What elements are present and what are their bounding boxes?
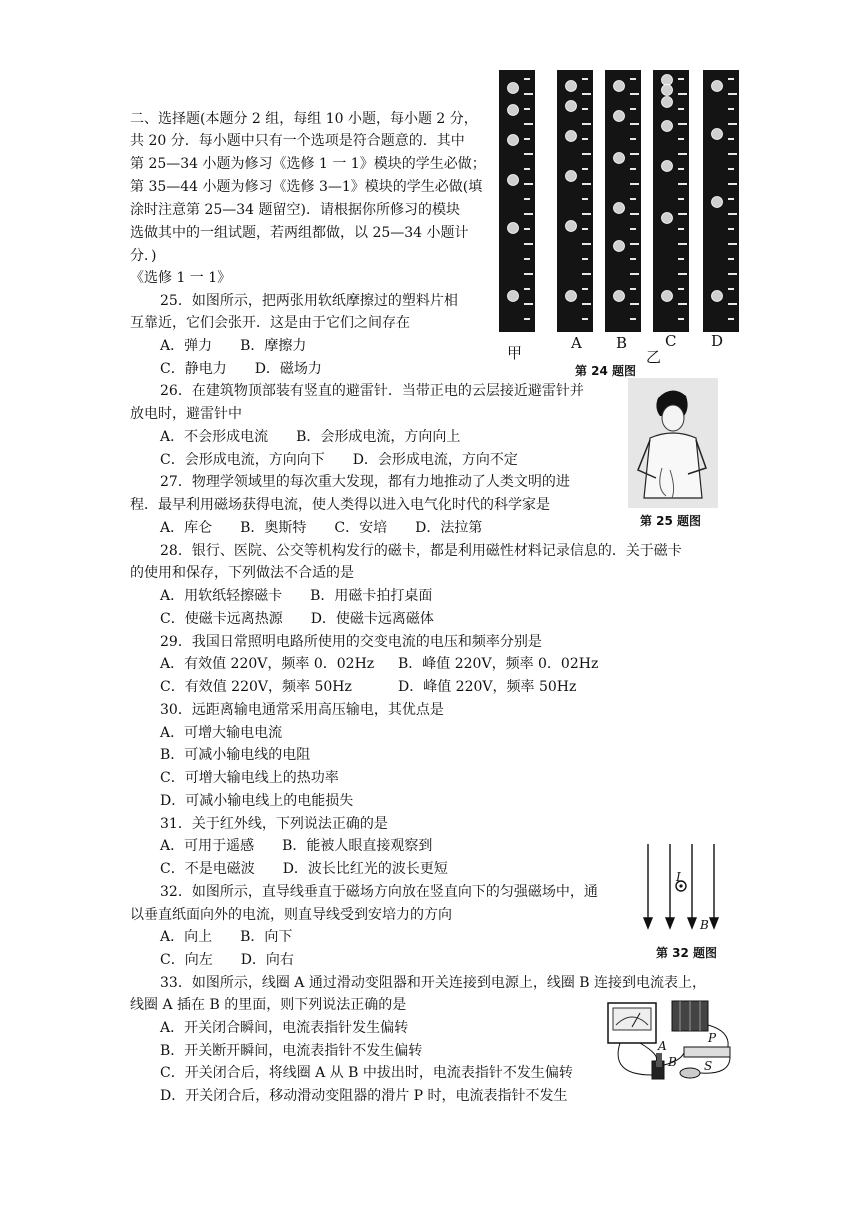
scale-tick <box>728 93 737 95</box>
q33-option-a: A．开关闭合瞬间，电流表指针发生偏转 <box>160 1020 409 1036</box>
scale-tick <box>630 318 636 320</box>
scale-tick <box>630 93 639 95</box>
q33-stem-2: 线圈 A 插在 B 的里面，则下列说法正确的是 <box>130 997 407 1013</box>
strip-ball <box>712 291 723 302</box>
scale-tick <box>630 198 636 200</box>
q29-stem-1: 29．我国日常照明电路所使用的交变电流的电压和频率分别是 <box>160 634 542 650</box>
fig25-caption: 第 25 题图 <box>640 514 702 528</box>
scale-tick <box>524 138 530 140</box>
fig24-label-d: D <box>711 332 724 350</box>
q33-option-c: C．开关闭合后，将线圈 A 从 B 中拔出时，电流表指针不发生偏转 <box>160 1065 573 1081</box>
scale-tick <box>582 183 591 185</box>
strip-ball <box>566 291 577 302</box>
scale-tick <box>630 108 636 110</box>
q32-options-2: C．向左 D．向右 <box>160 952 294 968</box>
strip-ball <box>508 175 519 186</box>
q30-option-a: A．可增大输电电流 <box>160 725 283 741</box>
scale-tick <box>630 138 636 140</box>
q29-option-a: A．有效值 220V，频率 0．02Hz <box>160 656 375 672</box>
fig32-label-field: B <box>700 918 709 932</box>
scale-tick <box>678 243 687 245</box>
person-with-plastic-sheets-figure <box>628 378 718 528</box>
strip-ball <box>566 171 577 182</box>
strip-ball <box>614 203 625 214</box>
strip-ball <box>662 161 673 172</box>
scale-tick <box>678 273 687 275</box>
module-title: 《选修 1 一 1》 <box>130 270 232 286</box>
q31-options-2: C．不是电磁波 D．波长比红光的波长更短 <box>160 861 448 877</box>
scale-tick <box>582 213 591 215</box>
scale-tick <box>524 213 533 215</box>
scale-tick <box>582 243 591 245</box>
fig25-drawing <box>628 378 718 508</box>
scale-tick <box>630 168 636 170</box>
scale-tick <box>678 138 684 140</box>
strip-ball <box>614 81 625 92</box>
q27-options-1: A．库仑 B．奥斯特 C．安培 D．法拉第 <box>160 520 483 536</box>
strip-ball <box>662 121 673 132</box>
scale-tick <box>678 258 684 260</box>
film-strip-figure <box>497 68 747 378</box>
strip-ball <box>508 291 519 302</box>
strip-ball <box>712 129 723 140</box>
induction-apparatus-figure <box>600 995 740 1087</box>
scale-tick <box>582 78 588 80</box>
strip-ball <box>508 83 519 94</box>
q26-options-2: C．会形成电流，方向向下 D．会形成电流，方向不定 <box>160 452 518 468</box>
scale-tick <box>678 108 684 110</box>
scale-tick <box>524 183 533 185</box>
q30-option-d: D．可减小输电线上的电能损失 <box>160 793 354 809</box>
scale-tick <box>630 288 636 290</box>
strip-ball <box>662 75 673 86</box>
intro-line-7: 分．) <box>130 248 157 264</box>
scale-tick <box>582 273 591 275</box>
fig24-label-a: A <box>571 334 582 352</box>
q28-stem-1: 28．银行、医院、公交等机构发行的磁卡，都是利用磁性材料记录信息的．关于磁卡 <box>160 543 682 559</box>
scale-tick <box>728 318 734 320</box>
scale-tick <box>728 108 734 110</box>
scale-tick <box>524 108 530 110</box>
scale-tick <box>678 198 684 200</box>
scale-tick <box>524 288 530 290</box>
q31-stem-1: 31．关于红外线，下列说法正确的是 <box>160 816 388 832</box>
q33-option-d: D．开关闭合后，移动滑动变阻器的滑片 P 时，电流表指针不发生 <box>160 1088 568 1104</box>
strip-ball <box>662 213 673 224</box>
scale-tick <box>582 108 588 110</box>
scale-tick <box>728 138 734 140</box>
q33-option-b: B．开关断开瞬间，电流表指针不发生偏转 <box>160 1043 423 1059</box>
scale-tick <box>630 183 639 185</box>
q31-options-1: A．可用于遥感 B．能被人眼直接观察到 <box>160 838 433 854</box>
intro-line-6: 选做其中的一组试题，若两组都做，以 25—34 小题计 <box>130 225 469 241</box>
scale-tick <box>728 198 734 200</box>
scale-tick <box>582 288 588 290</box>
fig24-label-b: B <box>616 334 628 352</box>
scale-tick <box>630 228 636 230</box>
fig32-caption: 第 32 题图 <box>656 946 718 960</box>
scale-tick <box>630 123 639 125</box>
scale-tick <box>678 213 687 215</box>
scale-tick <box>524 153 533 155</box>
scale-tick <box>524 168 530 170</box>
scale-tick <box>678 288 684 290</box>
fig32-drawing <box>636 840 726 940</box>
fig24-label-c: C <box>665 332 677 350</box>
scale-tick <box>630 153 639 155</box>
scale-tick <box>524 123 533 125</box>
q29-option-d: D．峰值 220V，频率 50Hz <box>398 679 577 695</box>
intro-line-5: 涂时注意第 25—34 题留空)．请根据你所修习的模块 <box>130 202 460 218</box>
scale-tick <box>728 183 737 185</box>
scale-tick <box>582 228 588 230</box>
strip-ball <box>508 135 519 146</box>
fig33-drawing <box>600 995 740 1087</box>
scale-tick <box>678 318 684 320</box>
q29-option-b: B．峰值 220V，频率 0．02Hz <box>398 656 599 672</box>
scale-tick <box>582 138 588 140</box>
fig33-label-b: B <box>668 1055 677 1069</box>
strip-ball <box>662 97 673 108</box>
scale-tick <box>678 168 684 170</box>
scale-tick <box>678 123 687 125</box>
scale-tick <box>728 228 734 230</box>
strip-ball <box>662 85 673 96</box>
magnetic-field-lines-figure <box>636 840 726 960</box>
scale-tick <box>582 318 588 320</box>
scale-tick <box>728 153 737 155</box>
strip-ball <box>712 81 723 92</box>
scale-tick <box>678 153 687 155</box>
scale-tick <box>524 258 530 260</box>
strip-ball <box>614 291 625 302</box>
strip-ball <box>566 81 577 92</box>
strip-ball <box>508 105 519 116</box>
fig33-label-p: P <box>708 1031 717 1045</box>
scale-tick <box>728 243 737 245</box>
scale-tick <box>678 303 687 305</box>
scale-tick <box>630 213 639 215</box>
fig33-label-a: A <box>658 1039 667 1053</box>
scale-tick <box>728 78 734 80</box>
scale-tick <box>728 288 734 290</box>
scale-tick <box>524 318 530 320</box>
fig24-caption: 第 24 题图 <box>575 364 637 378</box>
scale-tick <box>630 78 636 80</box>
q32-stem-2: 以垂直纸面向外的电流，则直导线受到安培力的方向 <box>130 907 452 923</box>
scale-tick <box>678 228 684 230</box>
q29-option-c: C．有效值 220V，频率 50Hz <box>160 679 352 695</box>
scale-tick <box>678 78 684 80</box>
q25-options-1: A．弹力 B．摩擦力 <box>160 338 307 354</box>
fig33-label-s: S <box>704 1059 713 1073</box>
scale-tick <box>728 123 737 125</box>
scale-tick <box>582 123 591 125</box>
q32-stem-1: 32．如图所示，直导线垂直于磁场方向放在竖直向下的匀强磁场中，通 <box>160 884 598 900</box>
q26-options-1: A．不会形成电流 B．会形成电流，方向向上 <box>160 429 461 445</box>
intro-line-1: 二、选择题(本题分 2 组，每组 10 小题，每小题 2 分， <box>130 111 478 127</box>
q27-stem-2: 程．最早利用磁场获得电流，使人类得以进入电气化时代的科学家是 <box>130 497 550 513</box>
scale-tick <box>728 213 737 215</box>
scale-tick <box>582 198 588 200</box>
scale-tick <box>582 303 591 305</box>
scale-tick <box>678 93 687 95</box>
scale-tick <box>728 168 734 170</box>
q32-options-1: A．向上 B．向下 <box>160 929 293 945</box>
scale-tick <box>678 183 687 185</box>
strip-ball <box>566 221 577 232</box>
q30-option-c: C．可增大输电线上的热功率 <box>160 770 339 786</box>
intro-line-4: 第 35—44 小题为修习《选修 3—1》模块的学生必做(填 <box>130 179 483 195</box>
scale-tick <box>630 243 639 245</box>
scale-tick <box>524 198 530 200</box>
q30-stem-1: 30．远距离输电通常采用高压输电，其优点是 <box>160 702 444 718</box>
scale-tick <box>524 78 530 80</box>
scale-tick <box>524 228 530 230</box>
scale-tick <box>582 93 591 95</box>
q33-stem-1: 33．如图所示，线圈 A 通过滑动变阻器和开关连接到电源上，线圈 B 连接到电流表上， <box>160 975 707 991</box>
strip-ball <box>614 241 625 252</box>
q30-option-b: B．可减小输电线的电阻 <box>160 747 311 763</box>
q28-options-1: A．用软纸轻擦磁卡 B．用磁卡拍打桌面 <box>160 588 433 604</box>
scale-tick <box>582 258 588 260</box>
intro-line-3: 第 25—34 小题为修习《选修 1 一 1》模块的学生必做； <box>130 156 486 172</box>
q26-stem-1: 26．在建筑物顶部装有竖直的避雷针．当带正电的云层接近避雷针并 <box>160 383 584 399</box>
strip-ball <box>662 291 673 302</box>
scale-tick <box>630 303 639 305</box>
fig24-label-yi: 乙 <box>646 348 662 366</box>
scale-tick <box>582 168 588 170</box>
q25-stem-1: 25．如图所示，把两张用软纸摩擦过的塑料片相 <box>160 293 458 309</box>
scale-tick <box>728 258 734 260</box>
q27-stem-1: 27．物理学领域里的每次重大发现，都有力地推动了人类文明的进 <box>160 474 570 490</box>
scale-tick <box>728 273 737 275</box>
fig32-label-current: I <box>676 870 681 884</box>
scale-tick <box>524 93 533 95</box>
fig24-label-jia: 甲 <box>507 344 523 362</box>
scale-tick <box>524 273 533 275</box>
strip-ball <box>566 131 577 142</box>
q28-stem-2: 的使用和保存，下列做法不合适的是 <box>130 565 354 581</box>
scale-tick <box>630 258 636 260</box>
q25-stem-2: 互靠近，它们会张开．这是由于它们之间存在 <box>130 315 410 331</box>
strip-ball <box>614 111 625 122</box>
q25-options-2: C．静电力 D．磁场力 <box>160 361 322 377</box>
scale-tick <box>524 243 533 245</box>
strip-ball <box>508 223 519 234</box>
scale-tick <box>728 303 737 305</box>
fig24-strips <box>497 68 747 338</box>
q26-stem-2: 放电时，避雷针中 <box>130 406 242 422</box>
strip-ball <box>712 197 723 208</box>
strip-ball <box>566 101 577 112</box>
intro-line-2: 共 20 分．每小题中只有一个选项是符合题意的．其中 <box>130 133 465 149</box>
scale-tick <box>582 153 591 155</box>
scale-tick <box>630 273 639 275</box>
strip-ball <box>614 153 625 164</box>
scale-tick <box>524 303 533 305</box>
q28-options-2: C．使磁卡远离热源 D．使磁卡远离磁体 <box>160 611 434 627</box>
